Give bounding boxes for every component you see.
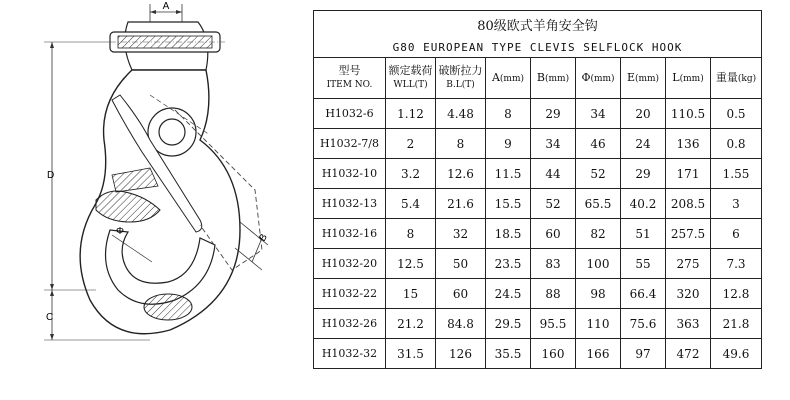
item-number-cell: H1032-16 <box>314 219 386 249</box>
table-row <box>314 219 762 249</box>
header-line2: B.L(T) <box>446 80 475 90</box>
header-line1: B <box>536 70 545 84</box>
header-line1: A <box>491 70 500 84</box>
header-line2: (mm) <box>679 73 704 84</box>
table-cell: 88 <box>531 279 576 309</box>
header-cell <box>531 58 576 99</box>
title-row-en <box>314 37 762 58</box>
table-cell: 1.55 <box>711 159 762 189</box>
table-cell: 50 <box>436 249 486 279</box>
header-line1: L <box>672 70 680 84</box>
header-line2: (mm) <box>499 73 525 84</box>
table-cell: 60 <box>531 219 576 249</box>
table-cell: 208.5 <box>666 189 711 219</box>
table-cell: 34 <box>576 99 621 129</box>
table-cell: 31.5 <box>386 339 436 369</box>
table-cell: 40.2 <box>621 189 666 219</box>
table-cell: 20 <box>621 99 666 129</box>
header-cell <box>314 58 386 99</box>
item-number-cell: H1032-6 <box>314 99 386 129</box>
table-cell: 12.6 <box>436 159 486 189</box>
table-cell: 15.5 <box>486 189 531 219</box>
table-cell: 97 <box>621 339 666 369</box>
table-cell: 275 <box>666 249 711 279</box>
table-cell: 4.48 <box>436 99 486 129</box>
table-cell: 136 <box>666 129 711 159</box>
table-row <box>314 339 762 369</box>
header-cell <box>711 58 762 99</box>
table-cell: 21.2 <box>386 309 436 339</box>
table-row <box>314 129 762 159</box>
header-cell <box>436 58 486 99</box>
table-cell: 21.8 <box>711 309 762 339</box>
table-row <box>314 99 762 129</box>
table-cell: 126 <box>436 339 486 369</box>
dimension-phi-label: Φ <box>116 226 124 237</box>
header-cell <box>386 58 436 99</box>
table-cell: 98 <box>576 279 621 309</box>
header-line1: 型号 <box>338 64 361 77</box>
item-number-cell: H1032-10 <box>314 159 386 189</box>
table-cell: 0.5 <box>711 99 762 129</box>
table-cell: 46 <box>576 129 621 159</box>
table-cell: 8 <box>386 219 436 249</box>
table-row <box>314 279 762 309</box>
table-cell: 472 <box>666 339 711 369</box>
table-cell: 23.5 <box>486 249 531 279</box>
table-cell: 29.5 <box>486 309 531 339</box>
table-cell: 5.4 <box>386 189 436 219</box>
table-cell: 34 <box>531 129 576 159</box>
table-cell: 363 <box>666 309 711 339</box>
item-number-cell: H1032-7/8 <box>314 129 386 159</box>
table-cell: 2 <box>386 129 436 159</box>
table-cell: 15 <box>386 279 436 309</box>
header-line1: 破断拉力 <box>438 64 483 77</box>
table-cell: 52 <box>531 189 576 219</box>
table-cell: 6 <box>711 219 762 249</box>
item-number-cell: H1032-26 <box>314 309 386 339</box>
item-number-cell: H1032-22 <box>314 279 386 309</box>
table-cell: 100 <box>576 249 621 279</box>
header-line1: E <box>626 70 635 84</box>
table-cell: 35.5 <box>486 339 531 369</box>
dimension-b-label: B <box>257 232 270 244</box>
item-number-cell: H1032-20 <box>314 249 386 279</box>
table-cell: 24 <box>621 129 666 159</box>
table-title-en: G80 EUROPEAN TYPE CLEVIS SELFLOCK HOOK <box>314 37 762 58</box>
table-cell: 160 <box>531 339 576 369</box>
table-cell: 66.4 <box>621 279 666 309</box>
table-cell: 171 <box>666 159 711 189</box>
header-line1: 额定载荷 <box>388 64 433 77</box>
table-cell: 95.5 <box>531 309 576 339</box>
table-cell: 29 <box>531 99 576 129</box>
table-cell: 83 <box>531 249 576 279</box>
table-cell: 51 <box>621 219 666 249</box>
table-cell: 110.5 <box>666 99 711 129</box>
table-row <box>314 309 762 339</box>
header-row <box>314 58 762 99</box>
header-cell <box>621 58 666 99</box>
header-cell <box>666 58 711 99</box>
table-row <box>314 189 762 219</box>
table-cell: 32 <box>436 219 486 249</box>
table-cell: 9 <box>486 129 531 159</box>
header-line2: (mm) <box>634 73 660 84</box>
spec-table <box>313 10 762 369</box>
table-cell: 3.2 <box>386 159 436 189</box>
item-number-cell: H1032-13 <box>314 189 386 219</box>
table-cell: 52 <box>576 159 621 189</box>
table-cell: 12.8 <box>711 279 762 309</box>
header-line2: (kg) <box>737 73 757 84</box>
table-cell: 11.5 <box>486 159 531 189</box>
table-cell: 8 <box>486 99 531 129</box>
header-line1: Φ <box>581 70 591 84</box>
table-row <box>314 249 762 279</box>
header-line1: 重量 <box>715 70 738 84</box>
table-row <box>314 159 762 189</box>
table-cell: 110 <box>576 309 621 339</box>
table-cell: 8 <box>436 129 486 159</box>
table-cell: 82 <box>576 219 621 249</box>
table-cell: 18.5 <box>486 219 531 249</box>
table-cell: 1.12 <box>386 99 436 129</box>
header-cell <box>486 58 531 99</box>
dimension-c-label: C <box>46 312 54 323</box>
table-title-cn: 80级欧式羊角安全钩 <box>314 11 762 38</box>
table-cell: 24.5 <box>486 279 531 309</box>
hook-body <box>80 70 240 334</box>
header-cell <box>576 58 621 99</box>
table-cell: 166 <box>576 339 621 369</box>
title-row-cn <box>314 11 762 38</box>
dimension-d-label: D <box>47 170 55 181</box>
header-line2: WLL(T) <box>393 80 428 90</box>
table-cell: 0.8 <box>711 129 762 159</box>
table-cell: 55 <box>621 249 666 279</box>
table-cell: 84.8 <box>436 309 486 339</box>
table-cell: 7.3 <box>711 249 762 279</box>
table-cell: 29 <box>621 159 666 189</box>
table-cell: 12.5 <box>386 249 436 279</box>
table-cell: 49.6 <box>711 339 762 369</box>
hook-technical-drawing <box>0 0 300 400</box>
table-cell: 44 <box>531 159 576 189</box>
header-line2: (mm) <box>545 73 570 84</box>
table-cell: 320 <box>666 279 711 309</box>
table-cell: 3 <box>711 189 762 219</box>
table-cell: 75.6 <box>621 309 666 339</box>
header-line2: (mm) <box>590 73 615 84</box>
clevis-head <box>110 22 225 70</box>
table-cell: 60 <box>436 279 486 309</box>
table-cell: 65.5 <box>576 189 621 219</box>
dimension-a-label: A <box>162 1 170 12</box>
item-number-cell: H1032-32 <box>314 339 386 369</box>
table-cell: 257.5 <box>666 219 711 249</box>
header-line2: ITEM NO. <box>326 80 373 90</box>
dimension-a <box>150 1 182 22</box>
table-body <box>314 99 762 369</box>
table-cell: 21.6 <box>436 189 486 219</box>
